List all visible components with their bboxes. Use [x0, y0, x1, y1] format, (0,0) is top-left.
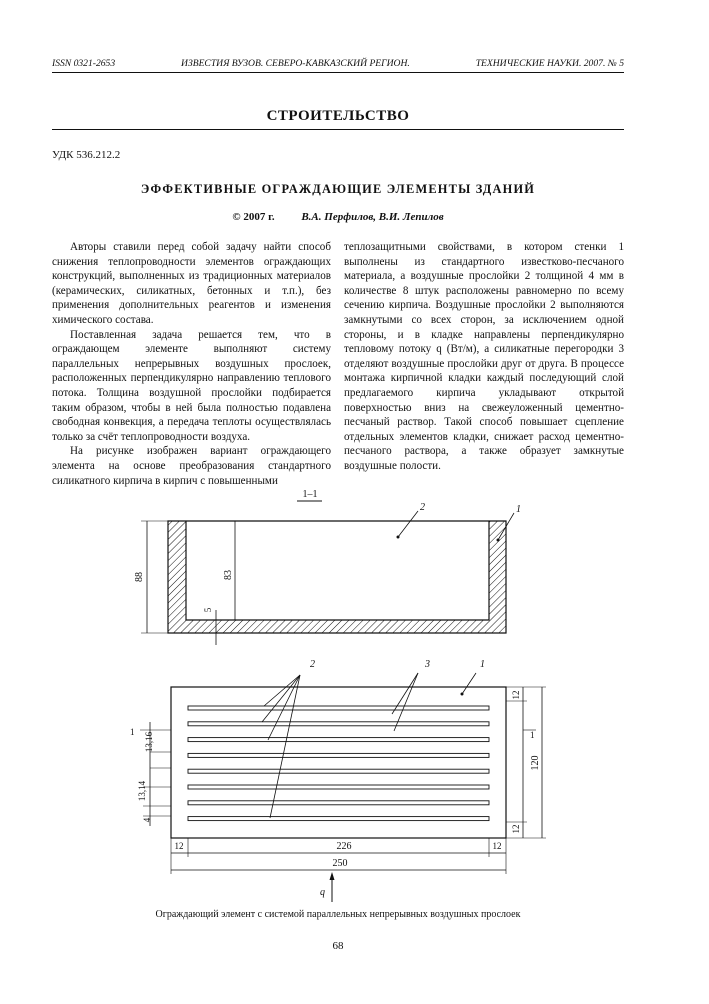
air-gap-slots [188, 706, 489, 821]
paragraph: Авторы ставили перед собой задачу найти способ снижения теплопроводности элементов ограждающих конструкций, выполненных из традиционных материалов (керамических, силикатных, бетонных и т.п.), без применения дополнительных реагентов и изменения химического состава. [52, 241, 331, 326]
section-title: СТРОИТЕЛЬСТВО [266, 108, 410, 124]
label-air-gaps: 2 [310, 659, 315, 670]
heat-flow-arrowhead [330, 872, 335, 880]
dim-width-total: 250 [332, 858, 348, 869]
journal-name: ИЗВЕСТИЯ ВУЗОВ. СЕВЕРО-КАВКАЗСКИЙ РЕГИОН. [181, 58, 410, 69]
dim-depth: 120 [530, 755, 541, 771]
air-gap-slot [188, 801, 489, 805]
section-view [134, 489, 521, 645]
authors: В.А. Перфилов, В.И. Лепилов [301, 211, 444, 223]
air-gap-slot [188, 738, 489, 742]
dim-edge-left: 12 [174, 841, 184, 851]
leader-dot [461, 693, 464, 696]
dim-pitch-b: 13,14 [137, 780, 147, 802]
figure-caption: Ограждающий элемент с системой параллельных непрерывных воздушных прослоек [155, 909, 521, 920]
leader-line [398, 511, 418, 537]
leader-dot [397, 536, 400, 539]
paragraph: На рисунке изображен вариант ограждающего элемента на основе преобразования стандартного силикатного кирпича в кирпич с повышенными [52, 445, 331, 487]
air-gap-slot [188, 722, 489, 726]
label-wall: 1 [516, 504, 521, 515]
leader-line [268, 675, 300, 740]
heat-flow-label: q [320, 887, 325, 898]
journal-series: ТЕХНИЧЕСКИЕ НАУКИ. 2007. № 5 [475, 58, 624, 69]
dim-bottom: 5 [203, 607, 213, 613]
section-label: 1–1 [302, 489, 318, 500]
air-gap-slot [188, 769, 489, 773]
air-gap-slot [188, 785, 489, 789]
plan-view [130, 659, 546, 902]
leader-line [462, 673, 476, 694]
paragraph: теплозащитными свойствами, в котором стенки 1 выполнены из стандартного известково-песчаного материала, а воздушные прослойки 2 толщиной 4 мм в количестве 8 штук расположены равномерно по всему сечению кирпича. Воздушные прослойки 2 выполняются замкнутыми со всех сторон, за исключением одной стороны, и в кладке направлены перпендикулярно тепловому потоку q (Вт/м), а силикатные перегородки 3 отделяют воздушные прослойки друг от друга. В процессе монтажа кирпичной кладки каждый последующий слой предлагаемого кирпича укладывают открытой поверхностью вниз на свежеуложенный цементно-песчаный раствор. Такой способ повышает сцепление отдельных элементов кладки, снижает расход цементно-песчаного раствора, а также образует замкнутые воздушные полости. [344, 241, 624, 472]
dim-edge-bottom: 12 [511, 824, 521, 834]
issn: ISSN 0321-2653 [52, 58, 116, 69]
label-air-gap: 2 [420, 502, 425, 513]
dim-edge-top: 12 [511, 690, 521, 700]
copyright-year: © 2007 г. [232, 211, 275, 223]
dim-width-inner: 226 [336, 841, 352, 852]
leader-dot [497, 539, 500, 542]
dim-inner-height: 83 [223, 570, 234, 580]
label-walls: 1 [480, 659, 485, 670]
dim-gap: 4 [142, 817, 152, 823]
paper-title: ЭФФЕКТИВНЫЕ ОГРАЖДАЮЩИЕ ЭЛЕМЕНТЫ ЗДАНИЙ [140, 182, 536, 196]
dim-total-height: 88 [134, 572, 145, 582]
dim-edge-right: 12 [492, 841, 502, 851]
dim-pitch-a: 13,16 [144, 731, 154, 753]
air-gap-slot [188, 706, 489, 710]
paragraph: Поставленная задача решается тем, что в ограждающем элементе выполняют систему параллельных непрерывных воздушных прослоек, расположенных перпендикулярно направлению теплового потока. Толщина воздушной прослойки подбирается таким образом, чтобы в ней была полностью подавлена свободная конвекция, а передача теплоты осуществлялась только за счёт теплопроводности воздуха. [52, 328, 331, 443]
air-gap-slot [188, 817, 489, 821]
leader-line [394, 673, 418, 731]
leader-line [262, 675, 300, 722]
page-number: 68 [332, 940, 344, 952]
label-partitions: 3 [425, 659, 430, 670]
dim-cut-right: 1 [530, 730, 535, 740]
dim-cut-left: 1 [130, 727, 135, 737]
air-gap-slot [188, 753, 489, 757]
udc-code: УДК 536.212.2 [52, 149, 121, 161]
leader-line [392, 673, 418, 714]
section-wall [168, 521, 506, 633]
